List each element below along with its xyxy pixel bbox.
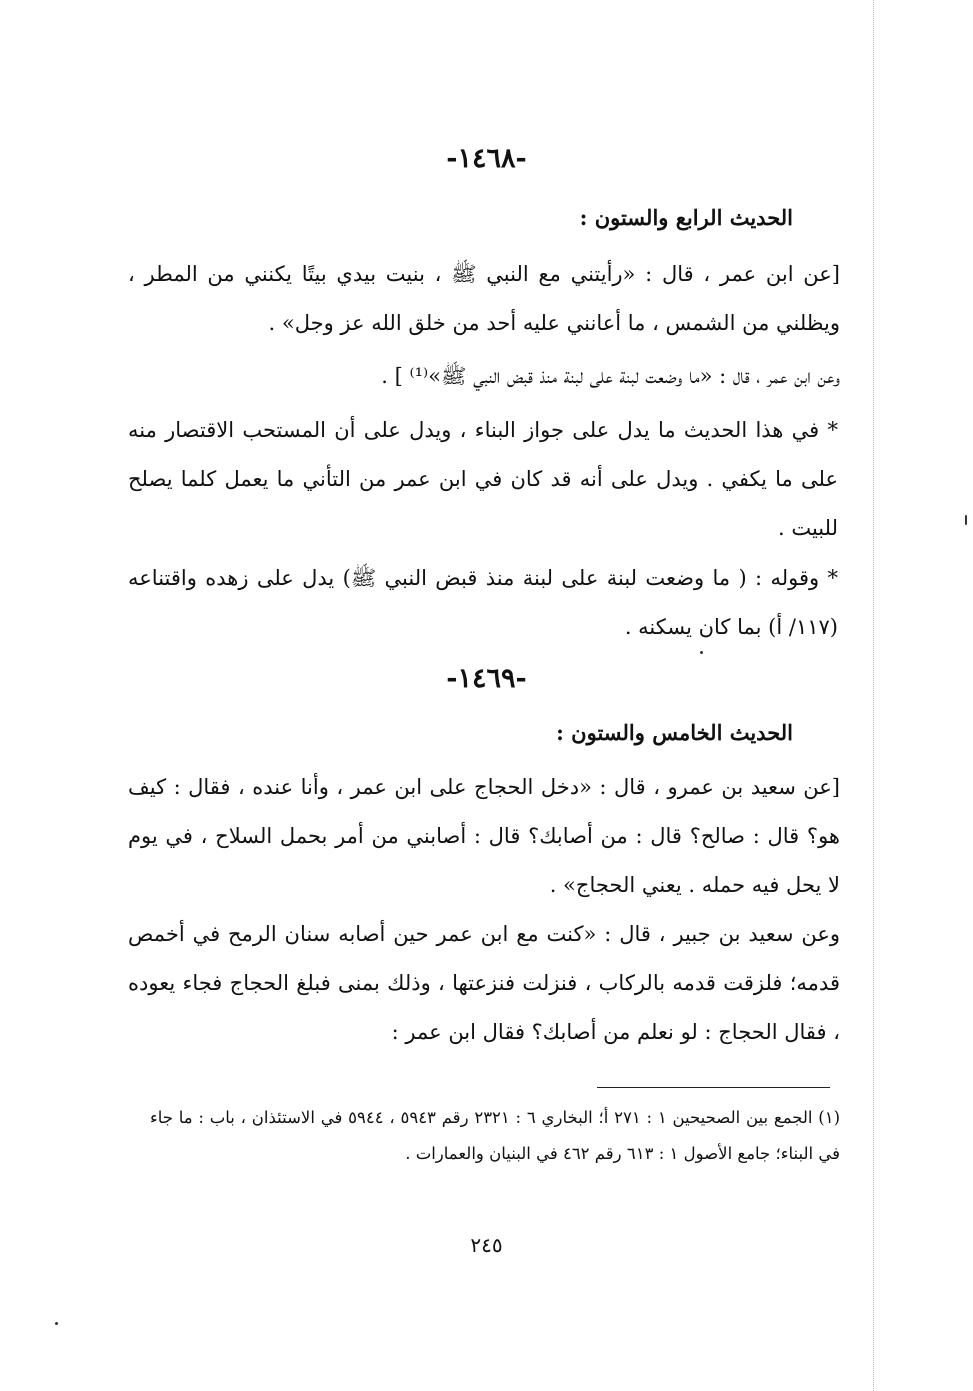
- scan-speck: [965, 515, 967, 525]
- hadith-64-text: [عن ابن عمر ، قال : «رأيتني مع النبي ﷺ ، بنيت بيدي بيتًا يكنني من المطر ، ويظلني من الشمس ، ما أعانني عليه أحد من خلق الله عز وجل» .: [128, 262, 840, 335]
- hadith-65-second-narration: وعن سعيد بن جبير ، قال : «كنت مع ابن عمر حين أصابه سنان الرمح في أخمص قدمه؛ فلزقت قدمه بالركاب ، فنزلت فنزعتها ، وذلك بمنى فبلغ الحجاج فجاء يعوده ، فقال الحجاج : لو نعلم من أصابك؟ فقال ابن عمر :: [128, 922, 840, 1044]
- footnote-1: (١) الجمع بين الصحيحين ١ : ٢٧١ أ؛ البخاري ٦ : ٢٣٢١ رقم ٥٩٤٣ ، ٥٩٤٤ في الاستئذان ، باب : ما جاء في البناء؛ جامع الأصول ١ : ٦١٣ رقم ٤٦٢ في البنيان والعمارات .: [150, 1108, 841, 1163]
- hadith-number-1469: -١٤٦٩-: [446, 663, 527, 694]
- commentary-bullet-1: * في هذا الحديث ما يدل على جواز البناء ، ويدل على أن المستحب الاقتصار منه على ما يكفي . ويدل على أنه قد كان في ابن عمر من التأني ما يعمل كلما يصلح للبيت .: [128, 418, 838, 540]
- scan-speck: [55, 1322, 58, 1325]
- hadith-64-title: الحديث الرابع والستون :: [579, 205, 793, 230]
- scan-margin-line: [873, 0, 874, 1391]
- hadith-number-1468: -١٤٦٨-: [446, 143, 527, 174]
- footnote-separator: [597, 1087, 830, 1088]
- hadith-64-second-narration: وعن ابن عمر ، قال : «ما وضعت لبنة على لبنة منذ قبض النبي ﷺ»⁽¹⁾ ] .: [381, 364, 840, 388]
- page-number: ٢٤٥: [470, 1233, 503, 1257]
- hadith-65-title: الحديث الخامس والستون :: [556, 720, 793, 745]
- hadith-65-text: [عن سعيد بن عمرو ، قال : «دخل الحجاج على ابن عمر ، وأنا عنده ، فقال : كيف هو؟ قال : صالح؟ قال : من أصابك؟ قال : أصابني من أمر بحمل السلاح ، في يوم لا يحل فيه حمله . يعني الحجاج» .: [128, 775, 840, 897]
- commentary-bullet-2: * وقوله : ( ما وضعت لبنة على لبنة منذ قبض النبي ﷺ) يدل على زهده واقتناعه (١١٧/ أ) بما كان يسكنه .: [128, 566, 838, 639]
- scan-speck: [700, 651, 703, 654]
